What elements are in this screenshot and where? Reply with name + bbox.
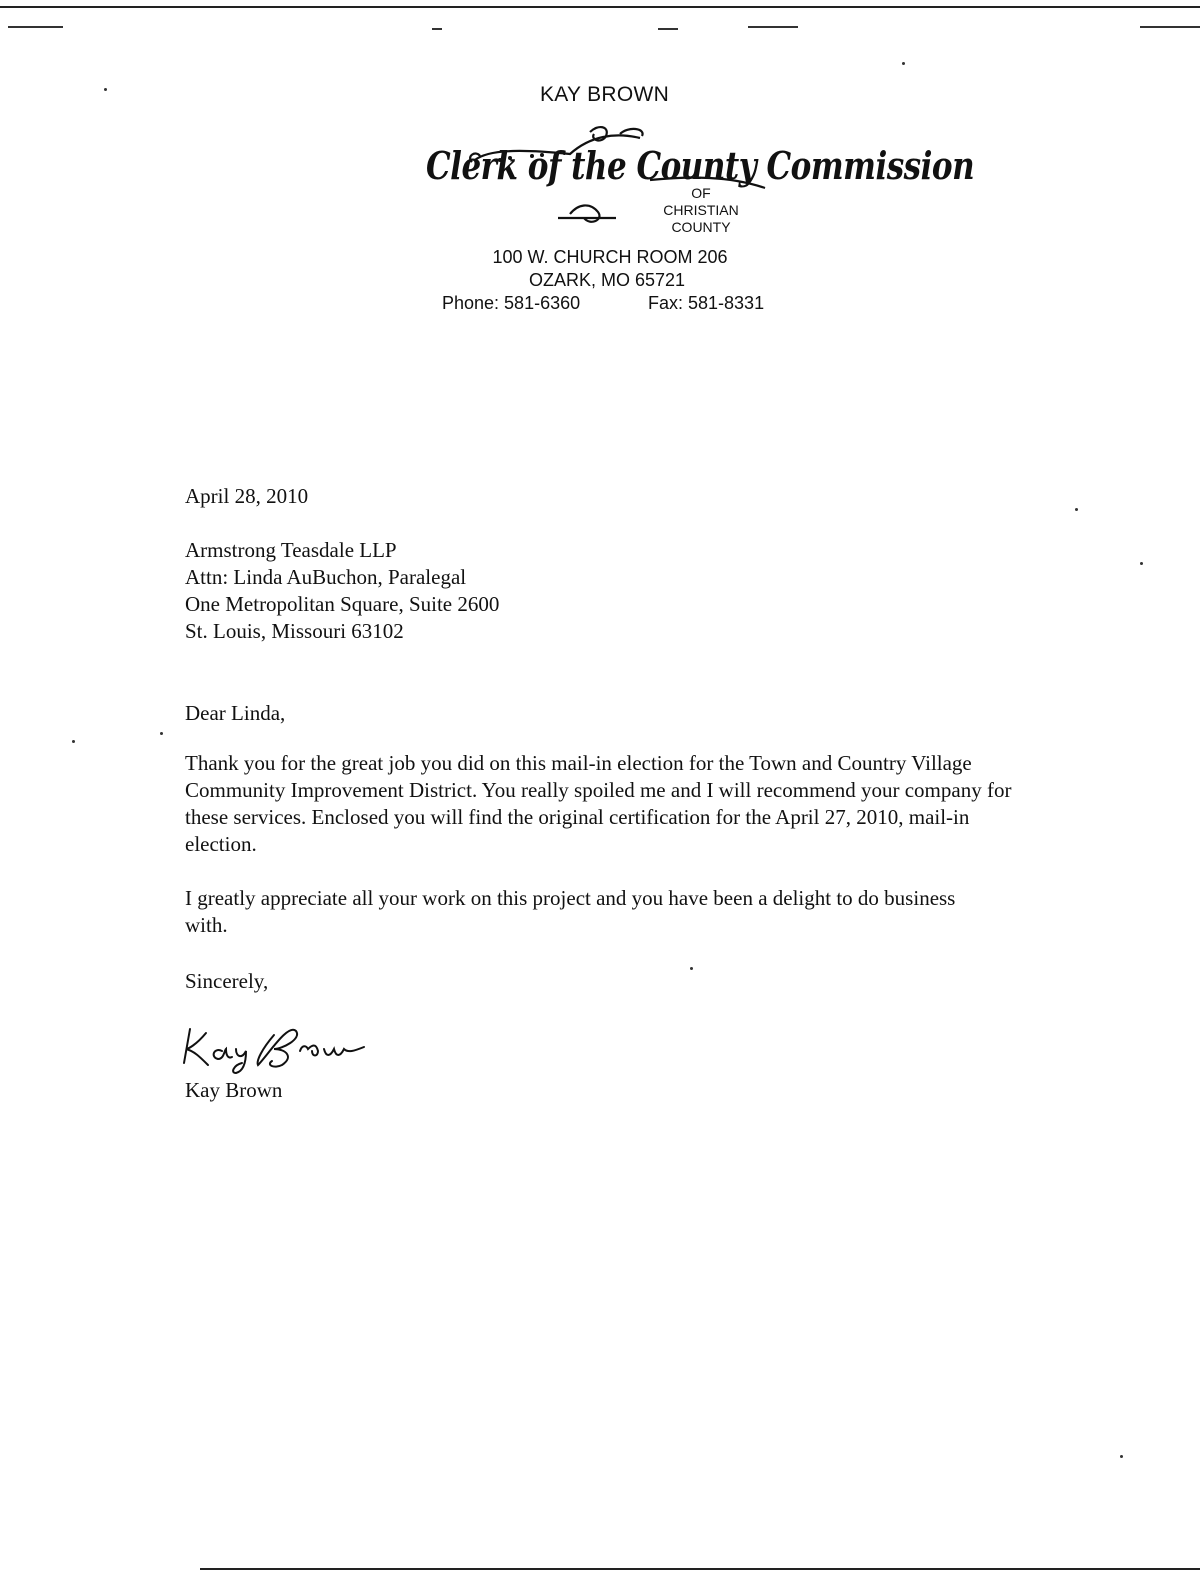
signature-icon bbox=[178, 1015, 378, 1075]
recipient-line: St. Louis, Missouri 63102 bbox=[185, 619, 404, 643]
recipient-address bbox=[185, 537, 1045, 645]
scan-speck bbox=[1120, 1455, 1123, 1458]
letter-date: April 28, 2010 bbox=[185, 484, 309, 508]
salutation: Dear Linda, bbox=[185, 701, 286, 725]
recipient-line: Armstrong Teasdale LLP bbox=[185, 538, 397, 562]
letterhead-name: KAY BROWN bbox=[540, 83, 670, 106]
recipient-line: One Metropolitan Square, Suite 2600 bbox=[185, 592, 500, 616]
scan-speck bbox=[72, 740, 75, 743]
fax-number: Fax: 581-8331 bbox=[648, 293, 765, 313]
body-paragraph: I greatly appreciate all your work on this project and you have been a delight to do business with. bbox=[185, 886, 956, 937]
address-line: 100 W. CHURCH ROOM 206 bbox=[492, 247, 728, 267]
signer-name: Kay Brown bbox=[185, 1078, 283, 1102]
scan-speck bbox=[160, 732, 163, 735]
scan-speck bbox=[1140, 562, 1143, 565]
logo-sub-line: CHRISTIAN bbox=[663, 202, 739, 218]
handwritten-signature bbox=[178, 1015, 378, 1080]
logo-sub-line: COUNTY bbox=[671, 219, 731, 235]
address-line: OZARK, MO 65721 bbox=[528, 270, 686, 290]
body-paragraph: Thank you for the great job you did on this mail-in election for the Town and Country Village Community Improvement District. You really spoiled me and I will recommend your company for these services. Enclosed you will find the original certification for the April 27, 2010, mail-in election. bbox=[185, 751, 1012, 856]
logo-subtitle bbox=[646, 185, 756, 236]
scan-speck bbox=[1075, 508, 1078, 511]
recipient-line: Attn: Linda AuBuchon, Paralegal bbox=[185, 565, 467, 589]
logo-sub-line: OF bbox=[691, 185, 711, 201]
closing: Sincerely, bbox=[185, 969, 269, 993]
letterhead-address bbox=[0, 246, 1200, 292]
county-commission-logo bbox=[420, 122, 975, 242]
logo-title: Clerk of the County Commission bbox=[426, 144, 975, 189]
letterhead bbox=[0, 0, 1200, 330]
scan-bottom-border bbox=[200, 1568, 1200, 1570]
phone-number: Phone: 581-6360 bbox=[442, 293, 581, 313]
